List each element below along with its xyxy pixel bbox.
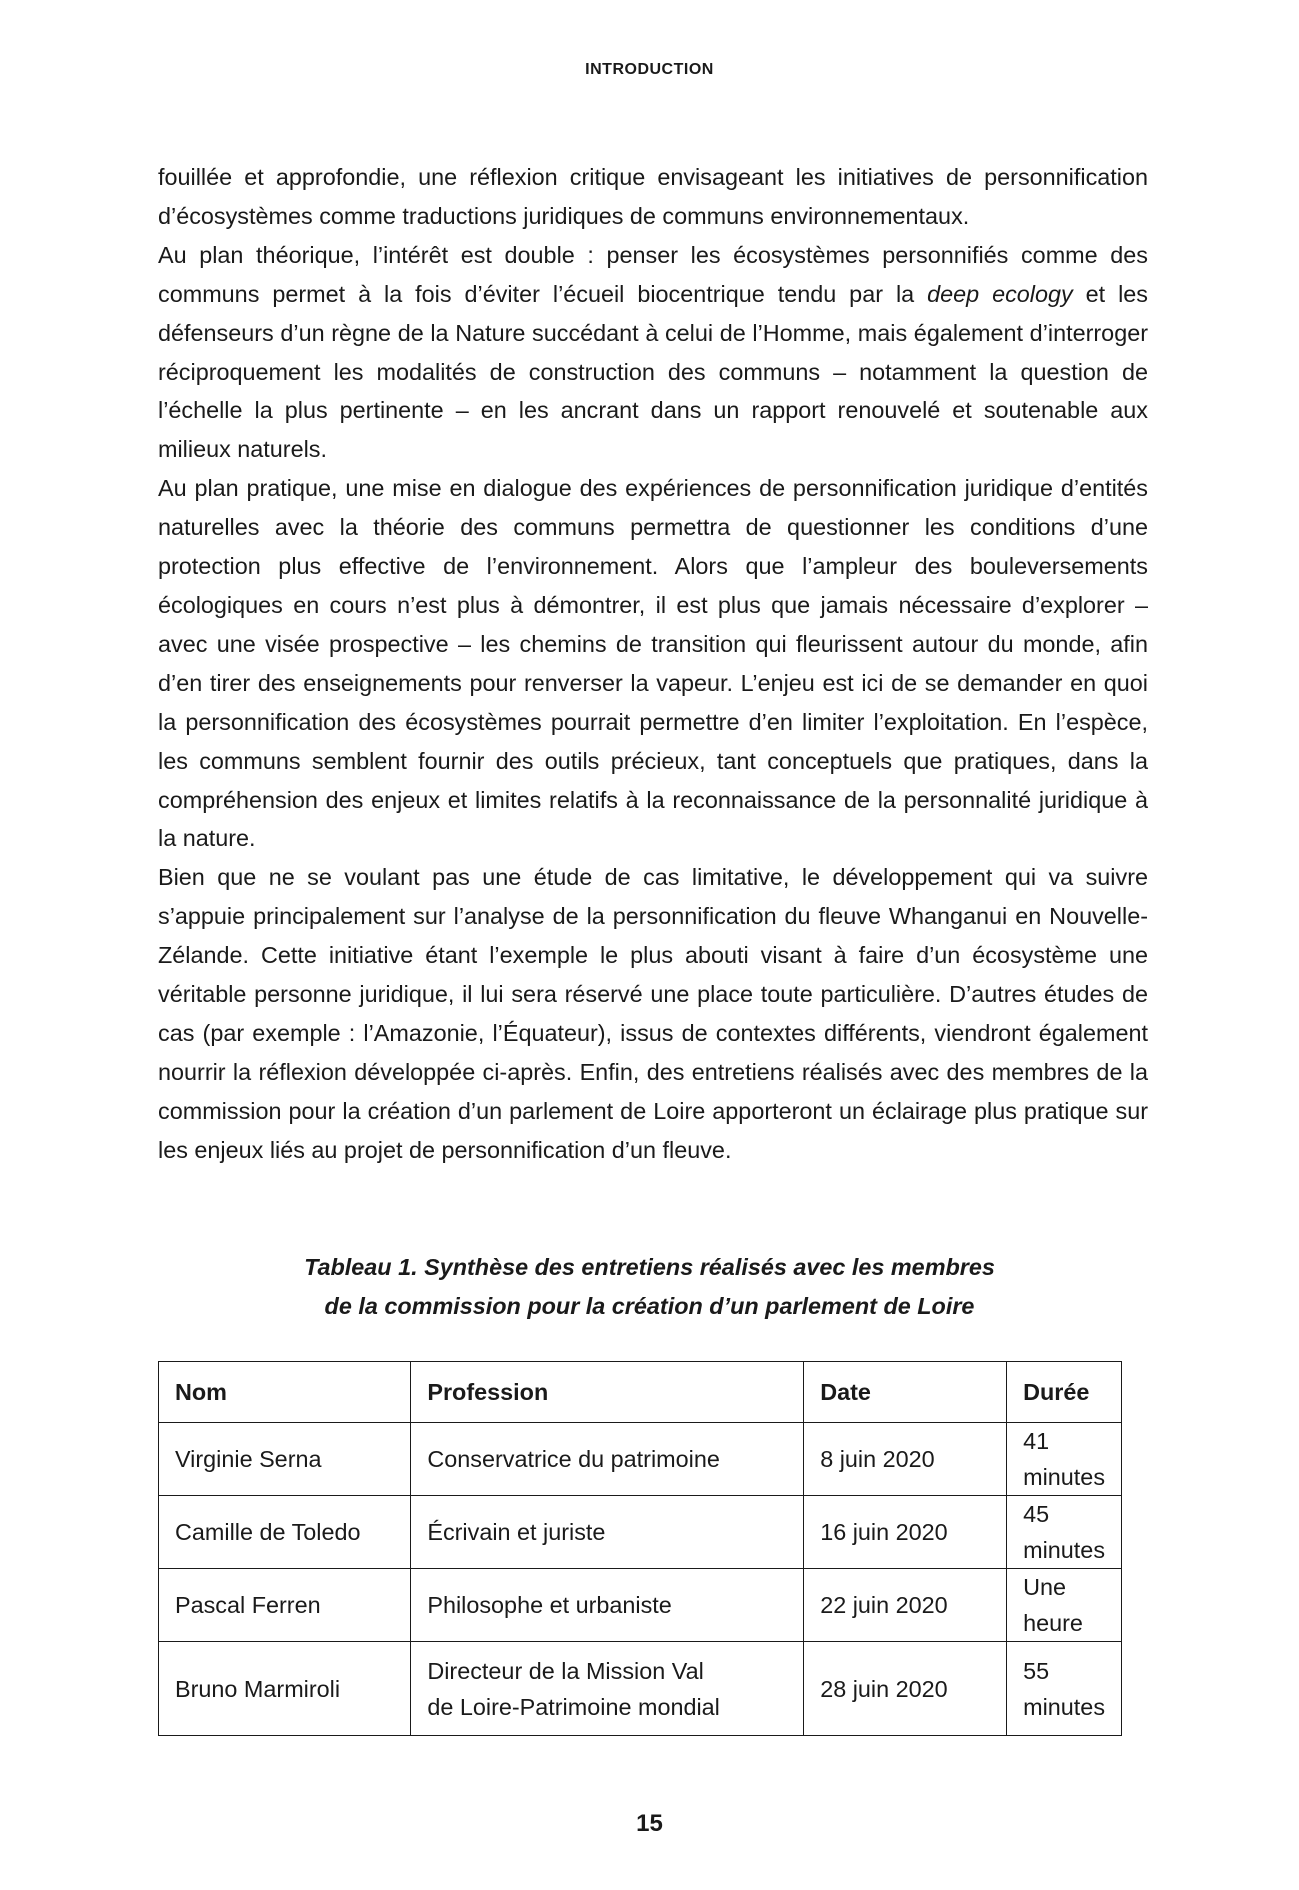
cell-nom: Bruno Marmiroli bbox=[159, 1642, 411, 1736]
header-profession: Profession bbox=[411, 1362, 804, 1423]
table-header-row bbox=[159, 1362, 1122, 1423]
table-caption-line-2: de la commission pour la création d’un parlement de Loire bbox=[324, 1293, 975, 1319]
cell-date: 28 juin 2020 bbox=[804, 1642, 1007, 1736]
body-text bbox=[158, 158, 1148, 1170]
paragraph-2 bbox=[158, 236, 1148, 469]
header-duree: Durée bbox=[1007, 1362, 1122, 1423]
cell-nom: Camille de Toledo bbox=[159, 1496, 411, 1569]
paragraph-2-end: et les défenseurs d’un règne de la Nature succédant à celui de l’Homme, mais également d’interroger réciproquement les modalités de construction des communs – notamment la question de l’échelle la plus pertinente – en les ancrant dans un rapport renouvelé et soutenable aux milieux naturels. bbox=[158, 280, 1149, 463]
cell-profession: Conservatrice du patrimoine bbox=[411, 1423, 804, 1496]
table-row bbox=[159, 1423, 1122, 1496]
cell-duree: 45 minutes bbox=[1007, 1496, 1122, 1569]
paragraph-1: fouillée et approfondie, une réflexion critique envisageant les initiatives de personnification d’écosystèmes comme traductions juridiques de communs environnementaux. bbox=[158, 164, 1148, 229]
header-date: Date bbox=[804, 1362, 1007, 1423]
page-number: 15 bbox=[636, 1810, 663, 1837]
table-caption-line-1: Tableau 1. Synthèse des entretiens réalisés avec les membres bbox=[304, 1254, 995, 1280]
cell-profession bbox=[411, 1642, 804, 1736]
table-row bbox=[159, 1569, 1122, 1642]
cell-profession: Philosophe et urbaniste bbox=[411, 1569, 804, 1642]
interviews-table bbox=[158, 1361, 1122, 1736]
cell-nom: Virginie Serna bbox=[159, 1423, 411, 1496]
cell-date: 8 juin 2020 bbox=[804, 1423, 1007, 1496]
table-caption bbox=[0, 1248, 1299, 1326]
cell-duree: 41 minutes bbox=[1007, 1423, 1122, 1496]
paragraph-2-start: Au plan théorique, l’intérêt est double : penser les écosystèmes personnifiés comme des communs permet à la fois d’éviter l’écueil biocentrique tendu par la bbox=[158, 241, 1148, 307]
header-nom: Nom bbox=[159, 1362, 411, 1423]
paragraph-3: Au plan pratique, une mise en dialogue des expériences de personnification juridique d’entités naturelles avec la théorie des communs permettra de questionner les conditions d’une protection plus effective de l’environnement. Alors que l’ampleur des bouleversements écologiques en cours n’est plus à démontrer, il est plus que jamais nécessaire d’explorer – avec une visée prospective – les chemins de transition qui fleurissent autour du monde, afin d’en tirer des enseignements pour renverser la vapeur. L’enjeu est ici de se demander en quoi la personnification des écosystèmes pourrait permettre d’en limiter l’exploitation. En l’espèce, les communs semblent fournir des outils précieux, tant conceptuels que pratiques, dans la compréhension des enjeux et limites relatifs à la reconnaissance de la personnalité juridique à la nature. bbox=[158, 475, 1148, 852]
paragraph-4: Bien que ne se voulant pas une étude de cas limitative, le développement qui va suivre s’appuie principalement sur l’analyse de la personnification du fleuve Whanganui en Nouvelle-Zélande. Cette initiative étant l’exemple le plus abouti visant à faire d’un écosystème une véritable personne juridique, il lui sera réservé une place toute particulière. D’autres études de cas (par exemple : l’Amazonie, l’Équateur), issus de contextes différents, viendront également nourrir la réflexion développée ci-après. Enfin, des entretiens réalisés avec des membres de la commission pour la création d’un parlement de Loire apporteront un éclairage plus pratique sur les enjeux liés au projet de personnification d’un fleuve. bbox=[158, 864, 1148, 1163]
cell-profession-line-1: Directeur de la Mission Val bbox=[427, 1657, 704, 1684]
running-head: INTRODUCTION bbox=[585, 61, 714, 78]
table-row bbox=[159, 1496, 1122, 1569]
cell-nom: Pascal Ferren bbox=[159, 1569, 411, 1642]
table-row bbox=[159, 1642, 1122, 1736]
cell-profession-line-2: de Loire-Patrimoine mondial bbox=[427, 1693, 720, 1720]
cell-date: 16 juin 2020 bbox=[804, 1496, 1007, 1569]
cell-profession: Écrivain et juriste bbox=[411, 1496, 804, 1569]
cell-duree: Une heure bbox=[1007, 1569, 1122, 1642]
deep-ecology-term: deep ecology bbox=[927, 280, 1073, 307]
cell-date: 22 juin 2020 bbox=[804, 1569, 1007, 1642]
cell-duree: 55 minutes bbox=[1007, 1642, 1122, 1736]
